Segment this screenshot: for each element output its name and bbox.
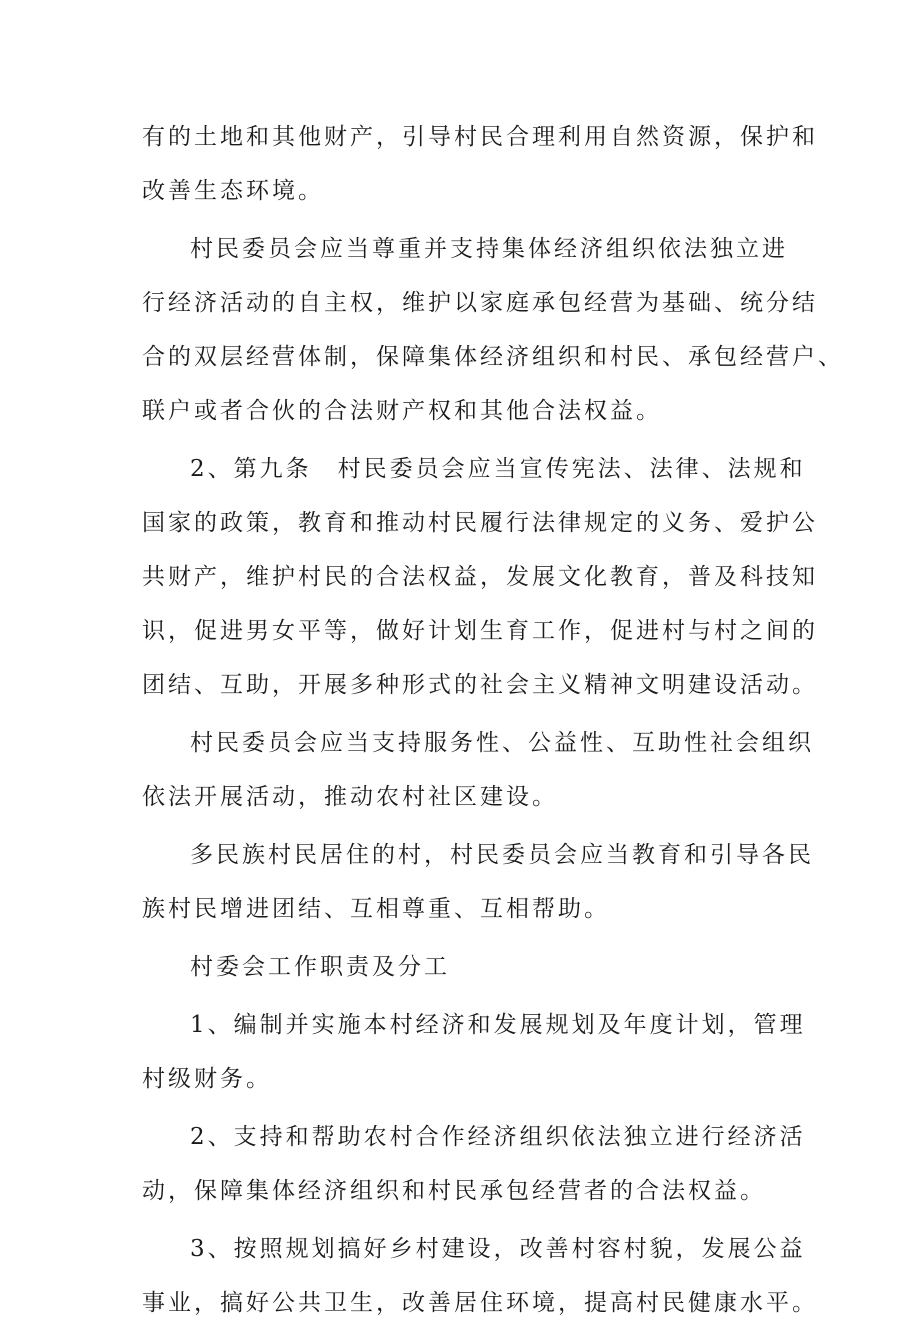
text-line: 族村民增进团结、互相尊重、互相帮助。 (142, 896, 610, 922)
text-line: 团结、互助，开展多种形式的社会主义精神文明建设活动。 (142, 672, 818, 698)
text-line: 村民委员会应当支持服务性、公益性、互助性社会组织 (190, 730, 814, 756)
text-line: 改善生态环境。 (142, 178, 324, 204)
text-line: 多民族村民居住的村，村民委员会应当教育和引导各民 (190, 842, 814, 868)
text-line: 依法开展活动，推动农村社区建设。 (142, 784, 558, 810)
document-body (142, 110, 844, 1330)
text-line: 2、支持和帮助农村合作经济组织依法独立进行经济活 (190, 1124, 806, 1150)
text-line: 共财产，维护村民的合法权益，发展文化教育，普及科技知 (142, 564, 818, 590)
paragraph (142, 442, 818, 712)
paragraph (142, 828, 814, 936)
text-line: 联户或者合伙的合法财产权和其他合法权益。 (142, 398, 662, 424)
paragraph (142, 716, 814, 824)
text-line: 3、按照规划搞好乡村建设，改善村容村貌，发展公益 (190, 1236, 806, 1262)
paragraph (142, 998, 806, 1106)
text-line: 有的土地和其他财产，引导村民合理利用自然资源，保护和 (142, 124, 818, 150)
text-line: 动，保障集体经济组织和村民承包经营者的合法权益。 (142, 1178, 766, 1204)
text-line: 村民委员会应当尊重并支持集体经济组织依法独立进 (190, 236, 788, 262)
paragraph (142, 1110, 806, 1218)
text-line: 2、第九条 村民委员会应当宣传宪法、法律、法规和 (190, 456, 806, 482)
text-line: 国家的政策，教育和推动村民履行法律规定的义务、爱护公 (142, 510, 818, 536)
paragraph (142, 110, 818, 218)
text-line: 村级财务。 (142, 1066, 272, 1092)
text-line: 行经济活动的自主权，维护以家庭承包经营为基础、统分结 (142, 290, 818, 316)
text-line: 识，促进男女平等，做好计划生育工作，促进村与村之间的 (142, 618, 818, 644)
section-heading (142, 940, 792, 994)
text-line: 1、编制并实施本村经济和发展规划及年度计划，管理 (190, 1012, 806, 1038)
text-line: 事业，搞好公共卫生，改善居住环境，提高村民健康水平。 (142, 1290, 818, 1316)
text-line: 合的双层经营体制，保障集体经济组织和村民、承包经营户、 (142, 344, 844, 370)
text-line: 村委会工作职责及分工 (190, 954, 450, 980)
paragraph (142, 1222, 818, 1330)
paragraph (142, 222, 844, 438)
